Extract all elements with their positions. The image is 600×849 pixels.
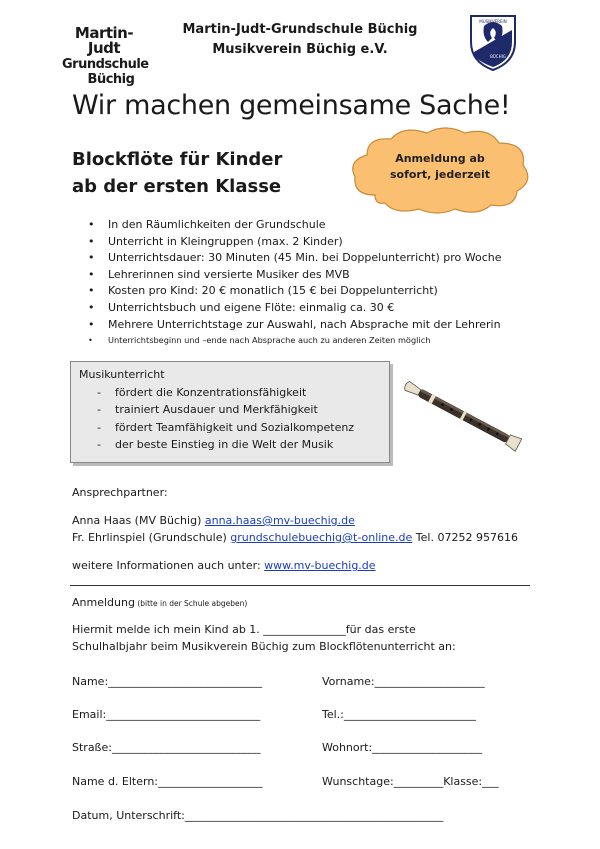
list-item: • Kosten pro Kind: 20 € monatlich (15 € bei Doppelunterricht) — [88, 283, 548, 300]
svg-text:MUSIKVEREIN: MUSIKVEREIN — [479, 19, 507, 24]
tel-field[interactable]: Tel.:________________________ — [322, 708, 476, 721]
contact-haas — [72, 514, 355, 527]
list-item: • Mehrere Unterrichtstage zur Auswahl, nach Absprache mit der Lehrerin — [88, 317, 548, 334]
registration-notice — [370, 151, 510, 183]
subtitle — [72, 146, 282, 200]
notice-line-2: sofort, jederzeit — [389, 168, 491, 181]
club-name: Musikverein Büchig e.V. — [212, 42, 388, 57]
street-field[interactable]: Straße:___________________________ — [72, 741, 261, 754]
form-title-text: Anmeldung — [72, 596, 135, 609]
contact-name: Anna Haas (MV Büchig) — [72, 514, 205, 527]
list-item: - fördert die Konzentrationsfähigkeit — [93, 384, 354, 401]
email-link[interactable]: grundschulebuechig@t-online.de — [230, 531, 413, 544]
letterhead — [150, 20, 450, 60]
more-info-label: weitere Informationen auch unter: — [72, 559, 265, 572]
school-name: Martin-Judt-Grundschule Büchig — [182, 22, 418, 37]
list-item: • Unterrichtsbeginn und –ende nach Absprache auch zu anderen Zeiten möglich — [88, 333, 548, 347]
school-logo — [62, 10, 149, 87]
name-field[interactable]: Name:____________________________ — [72, 675, 263, 688]
wishdays-field[interactable]: Wunschtage:_________Klasse:___ — [322, 775, 499, 788]
website-link[interactable]: www.mv-buechig.de — [264, 559, 376, 572]
signature-field[interactable]: Datum, Unterschrift:_______________________________________________ — [72, 809, 444, 822]
notice-line-1: Anmeldung ab — [395, 152, 485, 165]
contacts-label: Ansprechpartner: — [72, 486, 168, 499]
form-intro-line-2: Schulhalbjahr beim Musikverein Büchig zum Blockflötenunterricht an: — [72, 640, 456, 653]
more-info — [72, 559, 376, 572]
feature-list — [88, 217, 548, 347]
form-title-note: (bitte in der Schule abgeben) — [134, 599, 248, 608]
form-intro-line-1[interactable]: Hiermit melde ich mein Kind ab 1. _______________für das erste — [72, 623, 416, 636]
logo-line-1: Martin-Judt — [74, 24, 134, 57]
list-item: • Unterricht in Kleingruppen (max. 2 Kinder) — [88, 234, 548, 251]
contact-name: Fr. Ehrlinspiel (Grundschule) — [72, 531, 231, 544]
recorder-icon — [392, 370, 532, 460]
musikverein-crest-icon — [468, 12, 518, 72]
page-title: Wir machen gemeinsame Sache! — [72, 90, 511, 121]
benefits-box — [70, 361, 390, 463]
list-item: - fördert Teamfähigkeit und Sozialkompetenz — [93, 419, 354, 436]
svg-text:BÜCHIG: BÜCHIG — [490, 54, 506, 59]
benefits-list — [93, 384, 354, 453]
parents-field[interactable]: Name d. Eltern:___________________ — [72, 775, 263, 788]
list-item: • In den Räumlichkeiten der Grundschule — [88, 217, 548, 234]
benefits-title: Musikunterricht — [79, 368, 165, 381]
list-item: • Unterrichtsdauer: 30 Minuten (45 Min. bei Doppelunterricht) pro Woche — [88, 250, 548, 267]
logo-line-3: Büchig — [87, 72, 135, 87]
list-item: - trainiert Ausdauer und Merkfähigkeit — [93, 401, 354, 418]
contact-ehrlinspiel — [72, 531, 518, 544]
subtitle-line-2: ab der ersten Klasse — [72, 176, 282, 197]
list-item: • Lehrerinnen sind versierte Musiker des MVB — [88, 267, 548, 284]
list-item: • Unterrichtsbuch und eigene Flöte: einmalig ca. 30 € — [88, 300, 548, 317]
email-field[interactable]: Email:____________________________ — [72, 708, 261, 721]
logo-line-2: Grundschule — [62, 57, 149, 72]
form-title — [72, 596, 247, 609]
vorname-field[interactable]: Vorname:____________________ — [322, 675, 485, 688]
contact-phone: Tel. 07252 957616 — [412, 531, 518, 544]
city-field[interactable]: Wohnort:____________________ — [322, 741, 483, 754]
divider — [70, 585, 530, 586]
subtitle-line-1: Blockflöte für Kinder — [72, 149, 283, 170]
email-link[interactable]: anna.haas@mv-buechig.de — [204, 514, 355, 527]
list-item: - der beste Einstieg in die Welt der Musik — [93, 436, 354, 453]
